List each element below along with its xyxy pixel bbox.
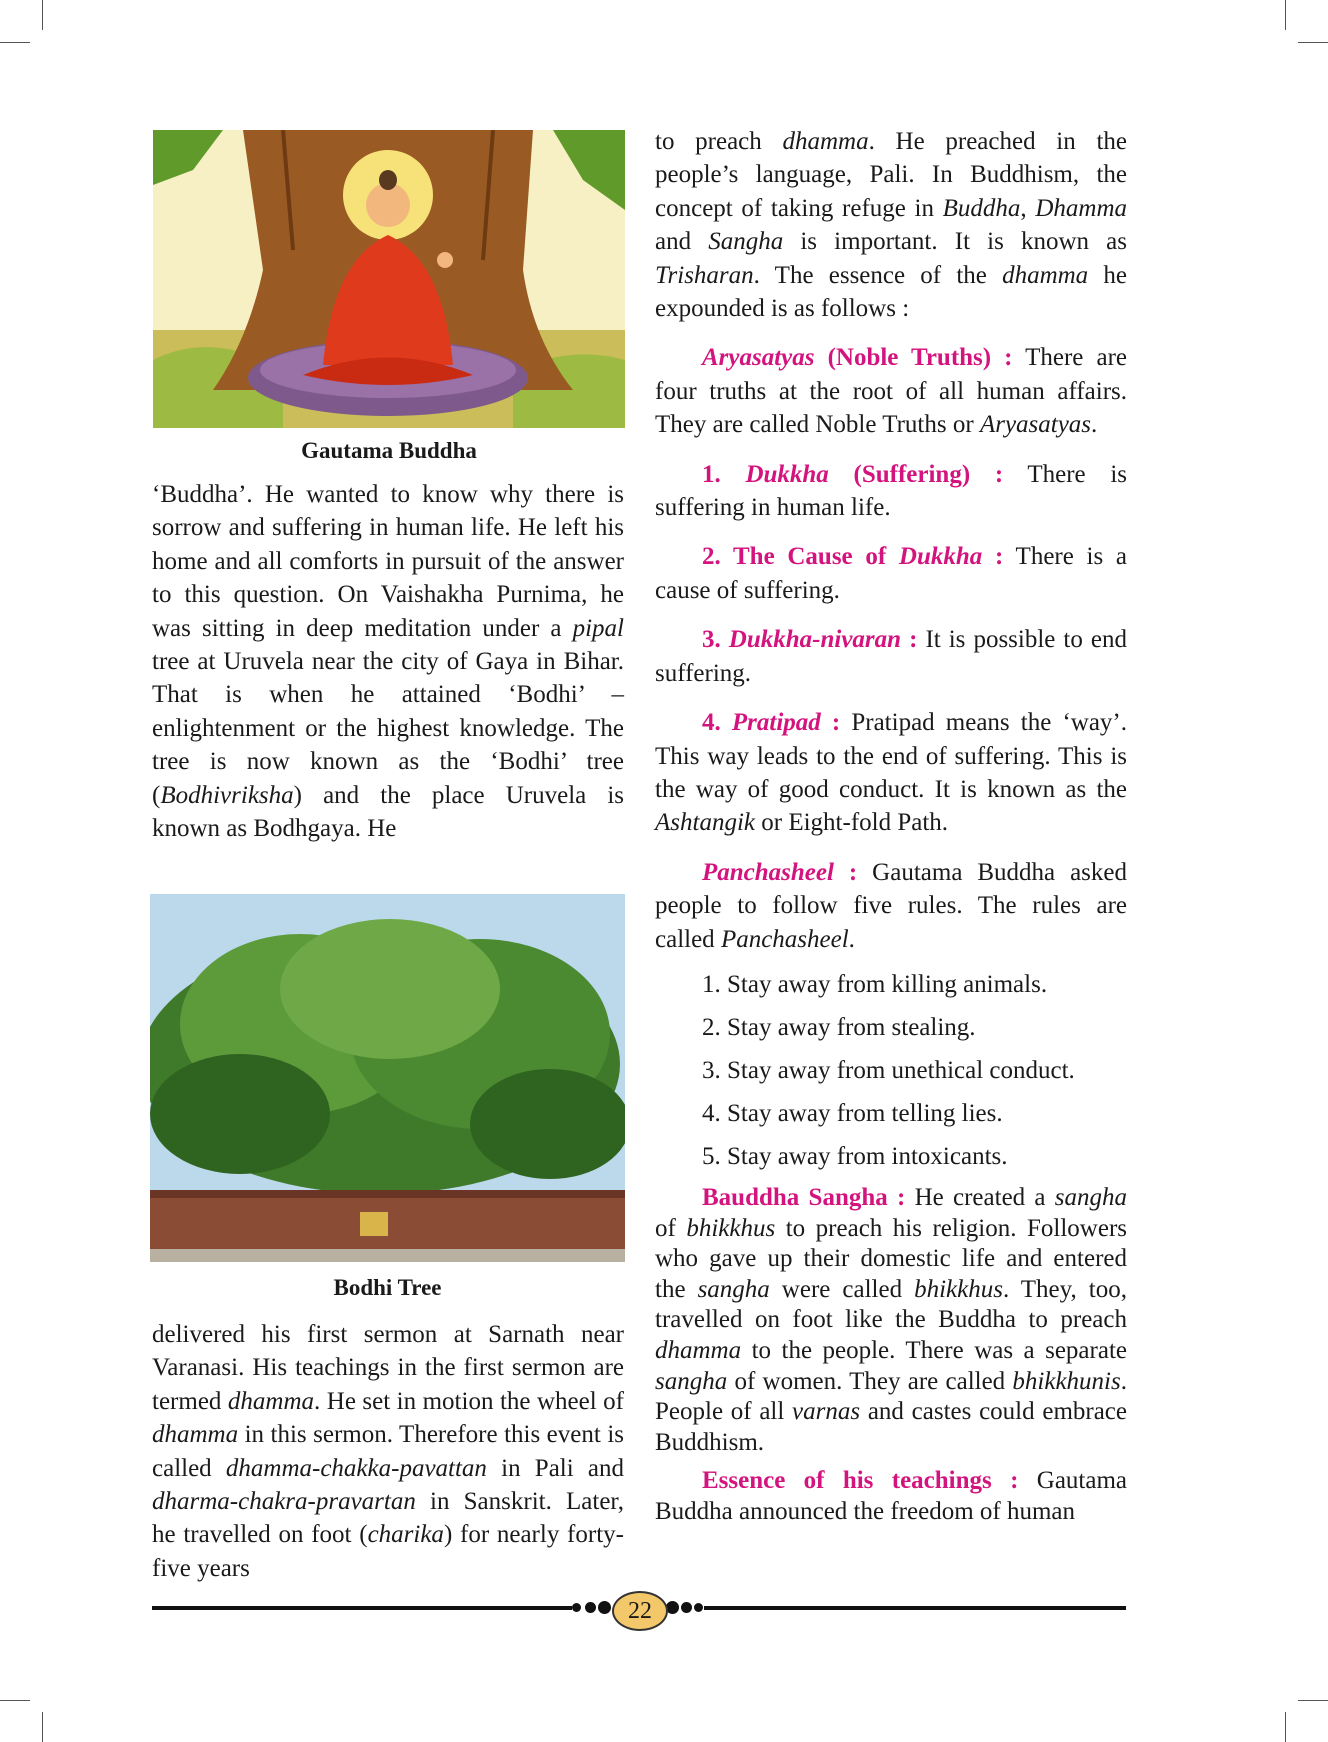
crop-mark — [0, 1700, 30, 1701]
paragraph-truth-2 — [655, 540, 1127, 607]
page-number: 22 — [612, 1591, 668, 1631]
footer-ornament-dot — [598, 1601, 611, 1614]
italic-term: Trisharan — [655, 261, 754, 289]
text-run: in Sanskrit. Later, he travelled on foot ( — [152, 1488, 624, 1549]
heading-rest: : — [833, 858, 858, 886]
right-column-text — [655, 125, 1127, 1527]
text-run: and castes could embrace Buddhism. — [655, 1398, 1127, 1456]
list-item: 1. Stay away from killing animals. — [702, 970, 1048, 998]
italic-term: Sangha — [708, 228, 784, 256]
crop-mark — [1285, 0, 1286, 30]
crop-mark — [42, 1712, 43, 1742]
text-run: Gautama Buddha asked people to follow five rules. The rules are called — [655, 858, 1127, 953]
paragraph-aryasatyas — [655, 341, 1127, 441]
left-column-text-2 — [152, 1318, 624, 1585]
text-run: of women. They are called — [727, 1367, 1013, 1395]
text-run: , — [1020, 194, 1036, 222]
heading-rest: : — [820, 709, 841, 737]
text-run: Gautama Buddha announced the freedom of human — [655, 1467, 1127, 1525]
text-run: ) and the place Uruvela is known as Bodhgaya. He — [152, 781, 624, 843]
crop-mark — [0, 42, 30, 43]
heading-essence: Essence of his teachings : — [702, 1467, 1019, 1495]
heading-truth-3 — [702, 626, 917, 653]
text-run: delivered his first sermon at Sarnath near Varanasi. His teachings in the first sermon are termed — [152, 1321, 624, 1415]
paragraph-truth-3 — [655, 623, 1127, 690]
heading-text: 2. The Cause of — [702, 543, 899, 571]
heading-number: 3. — [702, 626, 729, 654]
italic-term: dhamma — [152, 1421, 239, 1449]
paragraph-truth-4 — [655, 706, 1127, 840]
text-run: to preach — [655, 128, 783, 155]
heading-rest: : — [901, 626, 918, 654]
text-run: is important. It is known as — [783, 228, 1127, 256]
paragraph-intro — [655, 125, 1127, 325]
crop-mark — [1298, 42, 1328, 43]
heading-italic: Panchasheel — [702, 858, 834, 886]
list-item: 4. Stay away from telling lies. — [702, 1099, 1003, 1127]
crop-mark — [1298, 1700, 1328, 1701]
text-run: . He set in motion the wheel of — [314, 1387, 624, 1415]
text-run: It is possible to end suffering. — [655, 626, 1127, 687]
italic-term: Bodhivriksha — [160, 781, 294, 809]
text-run: ‘Buddha’. He wanted to know why there is sorrow and suffering in human life. He left his home and all comforts in pursuit of the answer to this question. On Vaishakha Purnima, he was sitting in deep meditation under a — [152, 481, 624, 642]
italic-term: dhamma — [227, 1387, 315, 1415]
italic-term: charika — [367, 1521, 444, 1549]
paragraph-bodhi — [152, 478, 624, 845]
italic-term: Dhamma — [1035, 194, 1128, 222]
text-run: or Eight-fold Path. — [755, 809, 949, 837]
footer-ornament-dot — [681, 1602, 692, 1613]
heading-rest: : — [982, 543, 1004, 571]
italic-term: dhamma — [655, 1336, 742, 1364]
heading-panchasheel — [702, 859, 857, 886]
text-run: . They, too, travelled on foot like the Buddha to preach — [655, 1275, 1127, 1334]
panchasheel-rules-list — [702, 968, 1127, 1173]
italic-term: varnas — [792, 1398, 861, 1426]
text-run: to the people. There was a separate — [741, 1336, 1127, 1364]
italic-term: Aryasatyas — [979, 411, 1092, 439]
text-run: Pratipad means the ‘way’. This way leads to the end of suffering. This is the way of good conduct. It is known as the — [655, 709, 1127, 803]
heading-sangha: Bauddha Sangha : — [702, 1183, 906, 1211]
heading-rest: (Noble Truths) : — [814, 344, 1013, 372]
italic-term: dhamma — [1002, 261, 1089, 289]
list-item: 2. Stay away from stealing. — [702, 1013, 976, 1041]
text-run: tree at Uruvela near the city of Gaya in Bihar. That is when he attained ‘Bodhi’ – enlightenment or the highest knowledge. The tree is now known as the ‘Bodhi’ tree ( — [152, 648, 624, 809]
italic-term: Ashtangik — [655, 809, 755, 837]
text-run: in Pali and — [486, 1454, 624, 1482]
heading-number: 1. — [702, 460, 746, 488]
heading-italic: Dukkha — [745, 460, 829, 488]
italic-term: sangha — [697, 1275, 770, 1303]
text-run: ) for nearly forty-five years — [152, 1521, 624, 1582]
bodhi-tree-photo-svg — [150, 894, 625, 1262]
footer-ornament-dot — [585, 1602, 596, 1613]
heading-rest: (Suffering) : — [828, 460, 1004, 488]
text-run: were called — [769, 1275, 915, 1303]
heading-truth-1 — [702, 461, 1003, 488]
italic-term: Buddha — [942, 194, 1021, 222]
italic-term: bhikkhus — [914, 1275, 1003, 1303]
heading-italic: Dukkha — [898, 543, 983, 571]
text-run: There are four truths at the root of all human affairs. They are called Noble Truths or — [655, 344, 1127, 439]
italic-term: dharma-chakra-pravartan — [152, 1488, 416, 1516]
italic-term: pipal — [572, 614, 624, 642]
list-item: 3. Stay away from unethical conduct. — [702, 1056, 1075, 1084]
footer-ornament-dot — [694, 1603, 703, 1612]
italic-term: dhamma-chakka-pavattan — [225, 1454, 487, 1482]
text-run: . He preached in the people’s language, Pali. In Buddhism, the concept of taking refuge in — [655, 128, 1127, 222]
heading-italic: Aryasatyas — [702, 344, 815, 372]
footer-ornament-dot — [572, 1603, 581, 1612]
paragraph-truth-1 — [655, 458, 1127, 525]
heading-number: 4. — [702, 709, 732, 737]
figure-caption-bodhi: Bodhi Tree — [333, 1275, 442, 1300]
paragraph-essence — [655, 1466, 1127, 1527]
heading-italic: Dukkha-nivaran — [728, 626, 902, 654]
text-run: . The essence of the — [753, 261, 1003, 289]
text-run: of — [655, 1214, 687, 1242]
paragraph-sermon — [152, 1318, 624, 1585]
heading-truth-2 — [702, 543, 1003, 570]
text-run: and — [655, 228, 709, 256]
heading-truth-4 — [702, 709, 840, 736]
text-run: He created a — [905, 1183, 1055, 1211]
paragraph-sangha — [655, 1183, 1127, 1458]
buddha-illustration-svg — [153, 130, 625, 428]
left-column-text-1 — [152, 478, 624, 845]
text-run: . — [848, 925, 855, 953]
crop-mark — [42, 0, 43, 30]
italic-term: bhikkhunis — [1012, 1367, 1121, 1395]
list-item: 5. Stay away from intoxicants. — [702, 1142, 1008, 1170]
italic-term: dhamma — [782, 128, 869, 155]
text-run: There is suffering in human life. — [655, 460, 1128, 522]
footer-rule-right — [704, 1606, 1126, 1610]
heading-aryasatyas — [702, 344, 1013, 371]
heading-italic: Pratipad — [731, 709, 821, 737]
text-run: in this sermon. Therefore this event is called — [152, 1421, 624, 1482]
figure-caption-buddha: Gautama Buddha — [301, 438, 477, 463]
paragraph-panchasheel — [655, 856, 1127, 956]
text-run: There is a cause of suffering. — [655, 543, 1128, 604]
italic-term: sangha — [655, 1367, 728, 1395]
italic-term: Panchasheel — [720, 925, 849, 953]
buddha-illustration — [153, 130, 625, 428]
bodhi-tree-photo — [150, 894, 625, 1262]
footer-rule-left — [152, 1606, 572, 1610]
text-run: to preach his religion. Followers who gave up their domestic life and entered the — [655, 1214, 1128, 1303]
italic-term: sangha — [1054, 1183, 1128, 1211]
crop-mark — [1285, 1712, 1286, 1742]
text-run: . — [1091, 411, 1098, 439]
text-run: . People of all — [655, 1367, 1127, 1426]
text-run: he expounded is as follows : — [655, 261, 1127, 323]
italic-term: bhikkhus — [686, 1214, 776, 1242]
